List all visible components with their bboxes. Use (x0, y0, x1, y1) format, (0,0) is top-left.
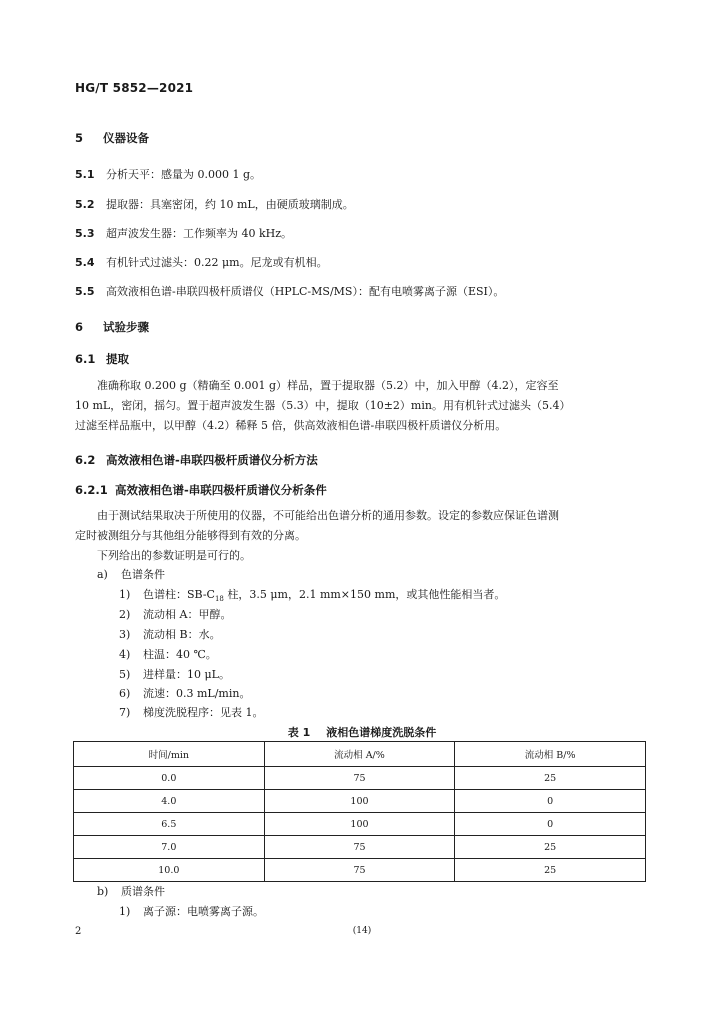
paragraph-line: 下列给出的参数证明是可行的。 (97, 549, 251, 562)
cell-phase-b: 0 (455, 790, 646, 813)
standard-code: HG/T 5852—2021 (75, 81, 194, 95)
list-tag: 1) (119, 588, 131, 601)
list-text: 流速：0.3 mL/min。 (143, 687, 251, 700)
chrom-item-7 (119, 704, 264, 720)
section-number: 6 (75, 320, 84, 334)
chrom-item-2 (119, 606, 231, 622)
cell-phase-a: 75 (264, 767, 455, 790)
list-text: 离子源：电喷雾离子源。 (143, 905, 264, 918)
list-tag: 3) (119, 628, 131, 641)
section-number: 6.1 (75, 352, 96, 366)
table-row (74, 767, 646, 790)
subscript: 18 (214, 595, 224, 604)
chrom-item-3 (119, 626, 221, 642)
clause-number: 5.3 (75, 227, 95, 240)
table-title: 液相色谱梯度洗脱条件 (326, 726, 437, 739)
clause-5-2 (75, 196, 354, 212)
cell-phase-b: 0 (455, 813, 646, 836)
cell-phase-a: 75 (264, 859, 455, 882)
cell-phase-b: 25 (455, 859, 646, 882)
ms-conditions-heading (97, 883, 165, 899)
table-row (74, 836, 646, 859)
chrom-item-5 (119, 666, 230, 682)
section-title: 高效液相色谱-串联四极杆质谱仪分析条件 (115, 483, 327, 497)
clause-text: 有机针式过滤头：0.22 μm。尼龙或有机相。 (106, 256, 328, 269)
list-title: 色谱条件 (121, 568, 165, 581)
section-number: 6.2 (75, 453, 96, 467)
paragraph-line: 定时被测组分与其他组分能够得到有效的分离。 (75, 529, 306, 542)
clause-text: 分析天平：感量为 0.000 1 g。 (106, 168, 262, 181)
section-5-heading (75, 130, 149, 146)
header-mobile-phase-b: 流动相 B/% (455, 742, 646, 767)
paragraph-line: 准确称取 0.200 g（精确至 0.001 g）样品，置于提取器（5.2）中，加入甲醇（4.2），定容至 (97, 379, 559, 392)
table-row (74, 813, 646, 836)
table-number: 表 1 (287, 726, 311, 739)
list-text: 进样量：10 μL。 (143, 668, 230, 681)
list-tag: 7) (119, 706, 131, 719)
clause-number: 5.1 (75, 168, 95, 181)
cell-phase-b: 25 (455, 836, 646, 859)
clause-5-4 (75, 254, 328, 270)
clause-number: 5.2 (75, 198, 95, 211)
section-6-2-heading (75, 452, 318, 468)
clause-text: 超声波发生器：工作频率为 40 kHz。 (106, 227, 293, 240)
list-text: 流动相 B：水。 (143, 628, 221, 641)
cell-time: 10.0 (74, 859, 265, 882)
header-mobile-phase-a: 流动相 A/% (264, 742, 455, 767)
cell-phase-a: 100 (264, 790, 455, 813)
cell-time: 6.5 (74, 813, 265, 836)
section-number: 6.2.1 (75, 483, 108, 497)
section-title: 仪器设备 (103, 131, 149, 145)
section-title: 高效液相色谱-串联四极杆质谱仪分析方法 (106, 453, 318, 467)
chromatography-conditions-heading (97, 566, 165, 582)
cell-time: 0.0 (74, 767, 265, 790)
list-tag: 5) (119, 668, 131, 681)
extraction-paragraph (75, 376, 650, 436)
section-number: 5 (75, 131, 84, 145)
clause-text: 提取器：具塞密闭，约 10 mL，由硬质玻璃制成。 (106, 198, 354, 211)
header-time: 时间/min (74, 742, 265, 767)
cell-time: 4.0 (74, 790, 265, 813)
chrom-item-1 (119, 586, 505, 603)
list-tag: 2) (119, 608, 131, 621)
section-title: 试验步骤 (103, 320, 149, 334)
paragraph-line: 过滤至样品瓶中，以甲醇（4.2）稀释 5 倍，供高效液相色谱-串联四极杆质谱仪分析用。 (75, 419, 507, 432)
paragraph-line: 由于测试结果取决于所使用的仪器，不可能给出色谱分析的通用参数。设定的参数应保证色谱测 (97, 509, 559, 522)
chrom-item-4 (119, 646, 217, 662)
list-title: 质谱条件 (121, 885, 165, 898)
page-sequence: (14) (352, 926, 372, 936)
list-text: 色谱柱：SB-C (143, 588, 215, 601)
list-text: 柱温：40 ℃。 (143, 648, 217, 661)
cell-phase-a: 75 (264, 836, 455, 859)
list-text: 柱，3.5 μm，2.1 mm×150 mm，或其他性能相当者。 (223, 588, 506, 601)
list-text: 梯度洗脱程序：见表 1。 (143, 706, 264, 719)
table-caption (0, 724, 724, 740)
clause-5-5 (75, 283, 504, 299)
section-6-2-1-heading (75, 482, 327, 498)
cell-time: 7.0 (74, 836, 265, 859)
section-6-heading (75, 319, 149, 335)
clause-5-3 (75, 225, 292, 241)
list-tag: a) (97, 568, 108, 581)
gradient-table (73, 741, 646, 882)
clause-text: 高效液相色谱-串联四极杆质谱仪（HPLC-MS/MS）：配有电喷雾离子源（ESI）。 (106, 285, 505, 298)
list-tag: b) (97, 885, 109, 898)
cell-phase-b: 25 (455, 767, 646, 790)
list-tag: 6) (119, 687, 131, 700)
cell-phase-a: 100 (264, 813, 455, 836)
section-title: 提取 (106, 352, 129, 366)
ms-item-1 (119, 903, 264, 919)
list-text: 流动相 A：甲醇。 (143, 608, 232, 621)
clause-5-1 (75, 166, 261, 182)
clause-number: 5.5 (75, 285, 95, 298)
list-tag: 4) (119, 648, 131, 661)
section-6-1-heading (75, 351, 129, 367)
table-row (74, 859, 646, 882)
chrom-item-6 (119, 685, 250, 701)
page-number: 2 (75, 926, 82, 937)
analysis-conditions-paragraph (75, 506, 650, 566)
table-row (74, 790, 646, 813)
clause-number: 5.4 (75, 256, 95, 269)
table-header-row (74, 742, 646, 767)
list-tag: 1) (119, 905, 131, 918)
paragraph-line: 10 mL，密闭，摇匀。置于超声波发生器（5.3）中，提取（10±2）min。用有机针式过滤头（5.4） (75, 399, 571, 412)
